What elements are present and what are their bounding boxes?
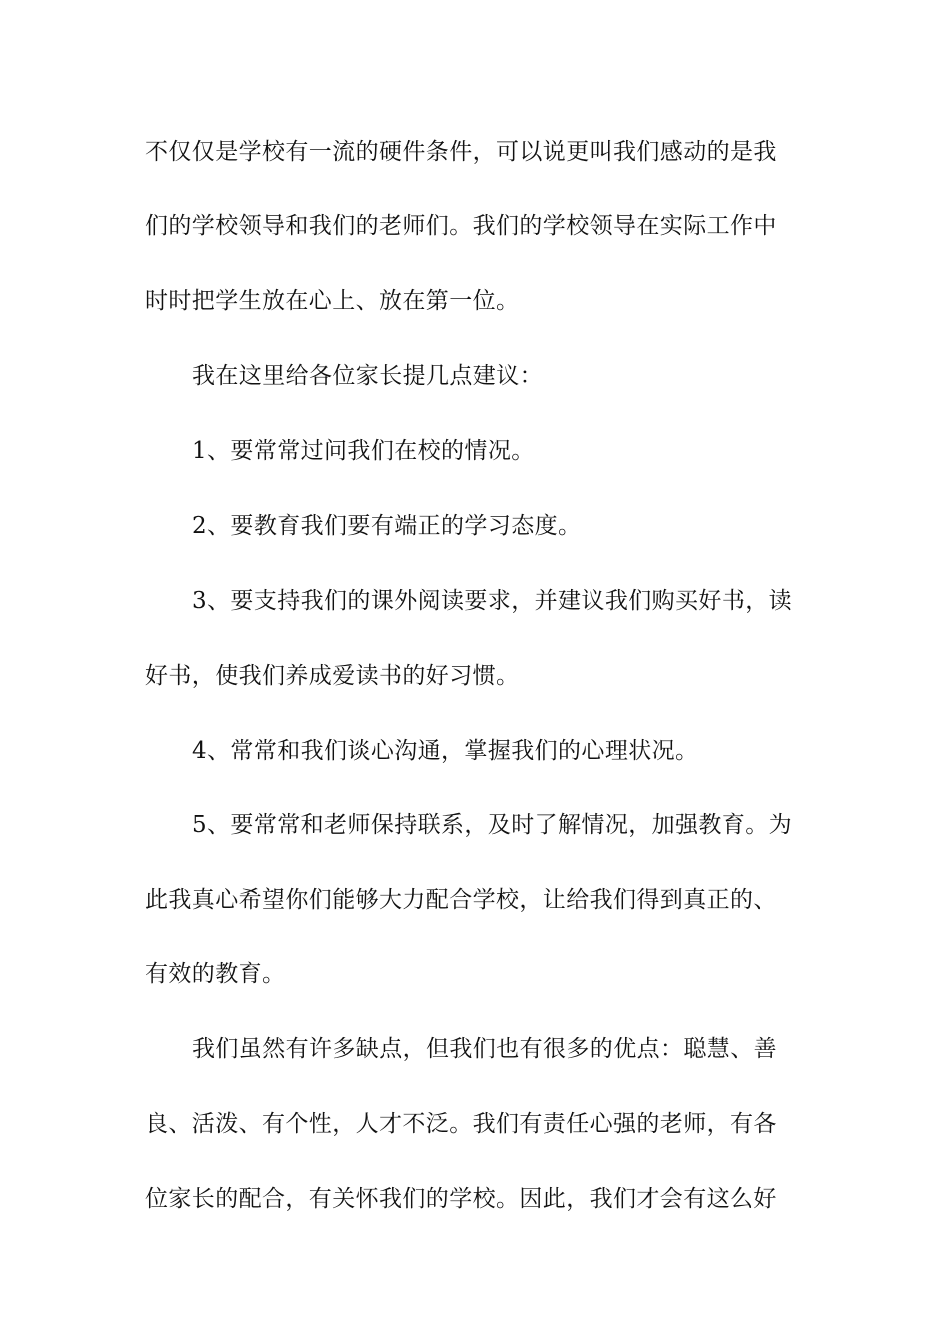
text-line: 好书，使我们养成爱读书的好习惯。: [145, 663, 520, 689]
text-line: 3、要支持我们的课外阅读要求，并建议我们购买好书，读: [192, 588, 793, 614]
text-line: 5、要常常和老师保持联系，及时了解情况，加强教育。为: [192, 812, 793, 838]
text-line: 我在这里给各位家长提几点建议：: [192, 363, 543, 389]
text-line: 此我真心希望你们能够大力配合学校，让给我们得到真正的、: [145, 887, 777, 913]
text-line: 1、要常常过问我们在校的情况。: [192, 438, 535, 464]
text-line: 我们虽然有许多缺点，但我们也有很多的优点：聪慧、善: [192, 1036, 777, 1062]
text-line: 们的学校领导和我们的老师们。我们的学校领导在实际工作中: [145, 213, 777, 239]
text-line: 位家长的配合，有关怀我们的学校。因此，我们才会有这么好: [145, 1186, 777, 1212]
text-line: 2、要教育我们要有端正的学习态度。: [192, 513, 582, 539]
text-line: 有效的教育。: [145, 961, 286, 987]
text-line: 良、活泼、有个性，人才不泛。我们有责任心强的老师，有各: [145, 1111, 777, 1137]
text-line: 时时把学生放在心上、放在第一位。: [145, 288, 520, 314]
text-line: 不仅仅是学校有一流的硬件条件，可以说更叫我们感动的是我: [145, 139, 777, 165]
text-line: 4、常常和我们谈心沟通，掌握我们的心理状况。: [192, 738, 699, 764]
